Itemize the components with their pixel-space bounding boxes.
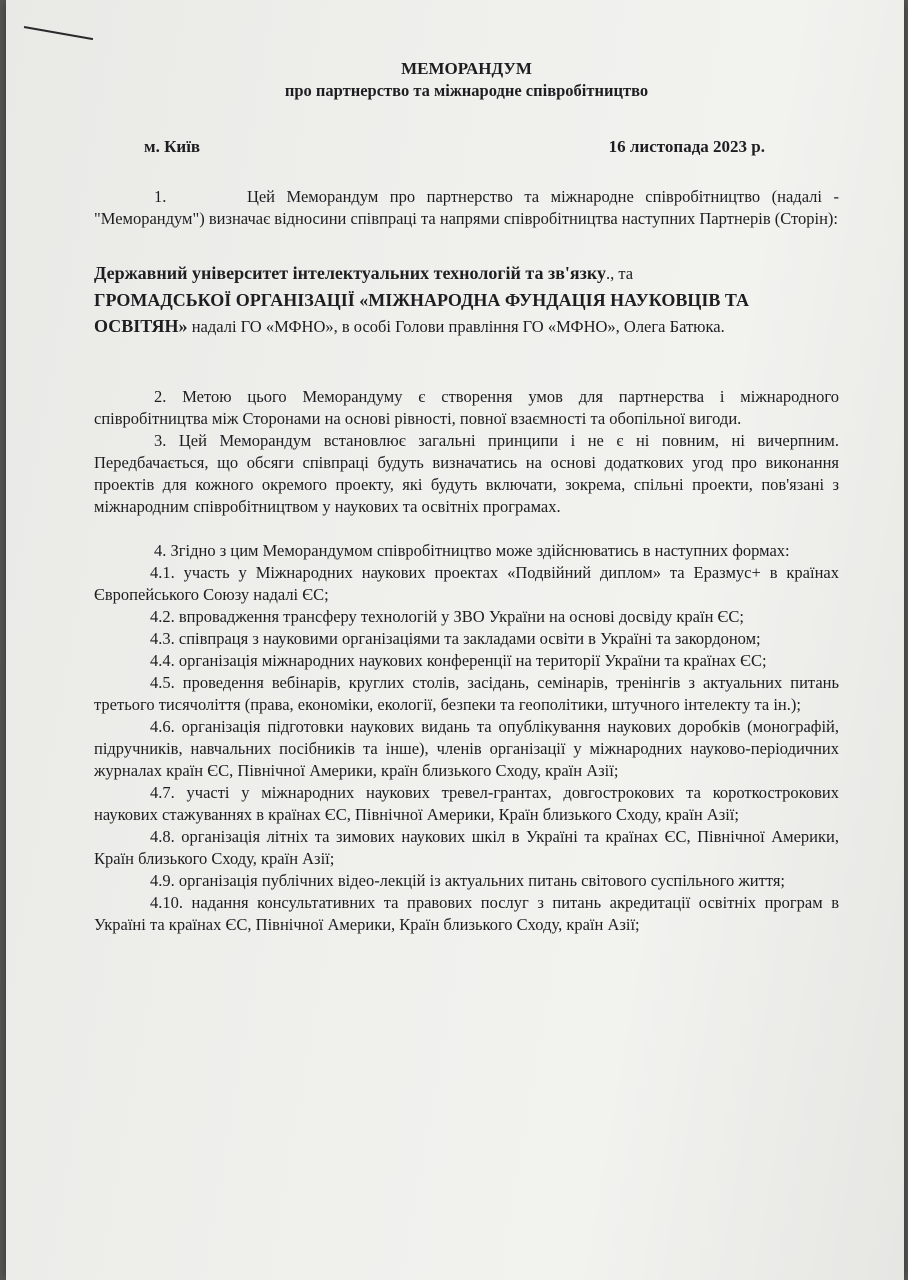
clause-4-item: 4.8. організація літніх та зимових наукових шкіл в Україні та країнах ЄС, Північної Америки, Країн близького Сходу, країн Азії; <box>94 827 839 868</box>
clause-4-item: 4.9. організація публічних відео-лекцій із актуальних питань світового суспільного життя; <box>150 871 786 890</box>
party-university: Державний університет інтелектуальних технологій та зв'язку <box>94 263 607 283</box>
party-connector: ., та <box>606 264 634 283</box>
clause-4-item: 4.1. участь у Міжнародних наукових проектах «Подвійний диплом» та Еразмус+ в країнах Європейського Союзу надалі ЄС; <box>94 563 839 604</box>
city: м. Київ <box>144 137 201 156</box>
document-page <box>6 0 904 1280</box>
document-title: МЕМОРАНДУМ <box>401 59 532 78</box>
clause-4-item: 4.5. проведення вебінарів, круглих столів, засідань, семінарів, тренінгів з актуальних питань третього тисячоліття (права, економіки, екології, безпеки та геополітики, штучного інтелекту та ін.); <box>94 673 839 714</box>
clause-4-item: 4.2. впровадження трансферу технологій у ЗВО України на основі досвіду країн ЄС; <box>150 607 745 626</box>
pen-mark <box>24 26 93 40</box>
memorandum-body <box>94 58 839 936</box>
clause-4-intro: 4. Згідно з цим Меморандумом співробітництво може здійснюватись в наступних формах: <box>154 541 790 560</box>
clause-4-item: 4.3. співпраця з науковими організаціями та закладами освіти в Україні та закордоном; <box>150 629 761 648</box>
clause-4-item: 4.10. надання консультативних та правових послуг з питань акредитації освітніх програм в Україні та країнах ЄС, Північної Америки, Країн близького Сходу, країн Азії; <box>94 893 839 934</box>
place-date-line <box>94 136 839 158</box>
clause-4-item: 4.6. організація підготовки наукових видань та опублікування наукових доробків (монографій, підручників, навчальних посібників та інше), членів організації у міжнародних науково-періодичних журналах країн ЄС, Північної Америки, країн близького Сходу, країн Азії; <box>94 717 839 780</box>
clause-2: 2. Метою цього Меморандуму є створення умов для партнерства і міжнародного співробітництва між Сторонами на основі рівності, повної взаємності та обопільної вигоди. <box>94 387 839 428</box>
clause-3: 3. Цей Меморандум встановлює загальні принципи і не є ні повним, ні вичерпним. Передбачається, що обсяги співпраці будуть визначатись на основі додаткових угод про виконання проектів для кожного окремого проекту, які будуть включати, зокрема, спільні проекти, пов'язані з міжнародним співробітництвом у наукових та освітніх програмах. <box>94 431 839 516</box>
document-subtitle: про партнерство та міжнародне співробітництво <box>284 81 649 100</box>
party-representative: надалі ГО «МФНО», в особі Голови правління ГО «МФНО», Олега Батюка. <box>187 317 725 336</box>
clause-4-item: 4.4. організація міжнародних наукових конференції на території України та країнах ЄС; <box>150 651 767 670</box>
parties-block <box>94 260 839 340</box>
date: 16 листопада 2023 р. <box>608 137 765 156</box>
clause-1: 1. Цей Меморандум про партнерство та міжнародне співробітництво (надалі - "Меморандум") визначає відносини співпраці та напрями співробітництва наступних Партнерів (Сторін): <box>94 187 839 228</box>
party-organization: ГРОМАДСЬКОЇ ОРГАНІЗАЦІЇ «МІЖНАРОДНА ФУНДАЦІЯ НАУКОВЦІВ ТА ОСВІТЯН» <box>94 290 749 336</box>
clause-4-item: 4.7. участі у міжнародних наукових тревел-грантах, довгострокових та короткострокових наукових стажуваннях в країнах ЄС, Північної Америки, Країн близького Сходу, країн Азії; <box>94 783 839 824</box>
